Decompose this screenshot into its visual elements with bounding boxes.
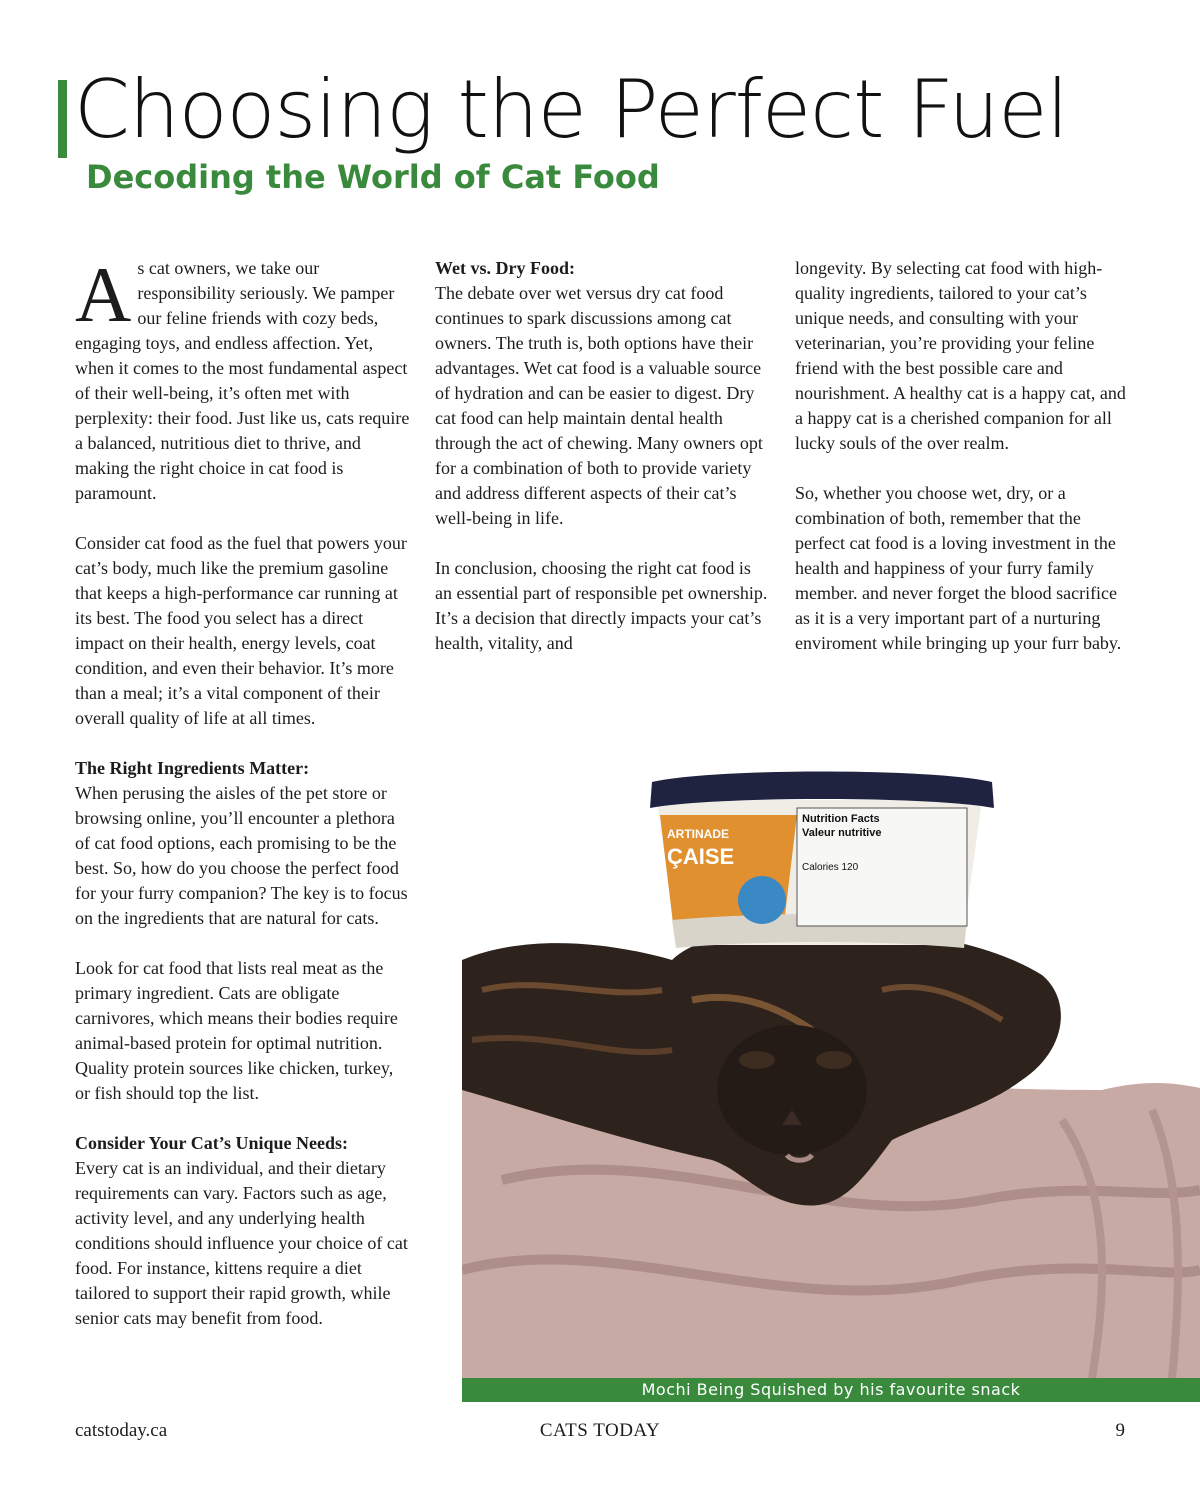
- intro-paragraph: [75, 251, 410, 506]
- intro-text: s cat owners, we take our responsibility seriously. We pamper our feline friends with cozy beds, engaging toys, and endless affection. Yet, when it comes to the most fundamental aspect of their well-being, it’s often met with perplexity: their food. Just like us, cats require a balanced, nutritious diet to thrive, and making the right choice in cat food is paramount.: [75, 258, 410, 503]
- photo-caption: Mochi Being Squished by his favourite snack: [462, 1378, 1200, 1402]
- ingredients-heading: The Right Ingredients Matter:: [75, 758, 310, 778]
- needs-section: [75, 1131, 410, 1331]
- fuel-paragraph: Consider cat food as the fuel that powers your cat’s body, much like the premium gasoline that keeps a high-performance car running at its best. The food you select has a direct impact on their health, energy levels, coat condition, and even their behavior. It’s more than a meal; it’s a vital component of their overall quality of life at all times.: [75, 533, 407, 728]
- footer-magazine: CATS TODAY: [539, 1420, 661, 1441]
- page-number: 9: [1115, 1420, 1125, 1441]
- meat-paragraph: Look for cat food that lists real meat as the primary ingredient. Cats are obligate carnivores, which means their bodies require animal-based protein for optimal nutrition. Quality protein sources like chicken, turkey, or fish should top the list.: [75, 958, 398, 1103]
- container-label-3: Calories 120: [802, 862, 859, 873]
- article-title: Choosing the Perfect Fuel: [74, 63, 1068, 156]
- article-subtitle: Decoding the World of Cat Food: [86, 158, 660, 196]
- wetdry-section: [435, 256, 770, 531]
- title-accent-bar: [58, 80, 67, 158]
- container-brand-2: ÇAISE: [667, 844, 735, 869]
- column-2: [435, 256, 770, 681]
- ingredients-paragraph: When perusing the aisles of the pet store or browsing online, you’ll encounter a plethora of cat food options, each promising to be the best. So, how do you choose the perfect food for your furry companion? The key is to focus on the ingredients that are natural for cats.: [75, 783, 408, 928]
- longevity-paragraph: longevity. By selecting cat food with high-quality ingredients, tailored to your cat’s unique needs, and consulting with your veterinarian, you’re providing your feline friend with the best possible care and nourishment. A healthy cat is a happy cat, and a happy cat is a cherished companion for all lucky souls of the over realm.: [795, 258, 1126, 453]
- needs-paragraph: Every cat is an individual, and their dietary requirements can vary. Factors such as age, activity level, and any underlying health conditions should influence your choice of cat food. For instance, kittens require a diet tailored to support their rapid growth, while senior cats may benefit from food.: [75, 1158, 408, 1328]
- column-3: [795, 256, 1130, 681]
- column-1: [75, 251, 410, 1356]
- ingredients-section: [75, 756, 410, 931]
- drop-cap: A: [75, 251, 132, 338]
- cat-photo: [462, 760, 1200, 1378]
- container-label-2: Valeur nutritive: [802, 827, 882, 839]
- needs-heading: Consider Your Cat’s Unique Needs:: [75, 1133, 349, 1153]
- container-brand: ARTINADE: [667, 827, 729, 841]
- final-paragraph: So, whether you choose wet, dry, or a combination of both, remember that the perfect cat food is a loving investment in the health and happiness of your furry family member. and never forget the blood sacrifice as it is a very important part of a nurturing enviroment while bringing up your furr baby.: [795, 483, 1122, 653]
- wetdry-heading: Wet vs. Dry Food:: [435, 258, 575, 278]
- conclusion-paragraph: In conclusion, choosing the right cat food is an essential part of responsible pet ownership. It’s a decision that directly impacts your cat’s health, vitality, and: [435, 558, 768, 653]
- footer-site: catstoday.ca: [75, 1420, 168, 1441]
- wetdry-paragraph: The debate over wet versus dry cat food continues to spark discussions among cat owners. The truth is, both options have their advantages. Wet cat food is a valuable source of hydration and can be easier to digest. Dry cat food can help maintain dental health through the act of chewing. Many owners opt for a combination of both to provide variety and address different aspects of their cat’s well-being in life.: [435, 283, 763, 528]
- container-label-1: Nutrition Facts: [802, 813, 880, 825]
